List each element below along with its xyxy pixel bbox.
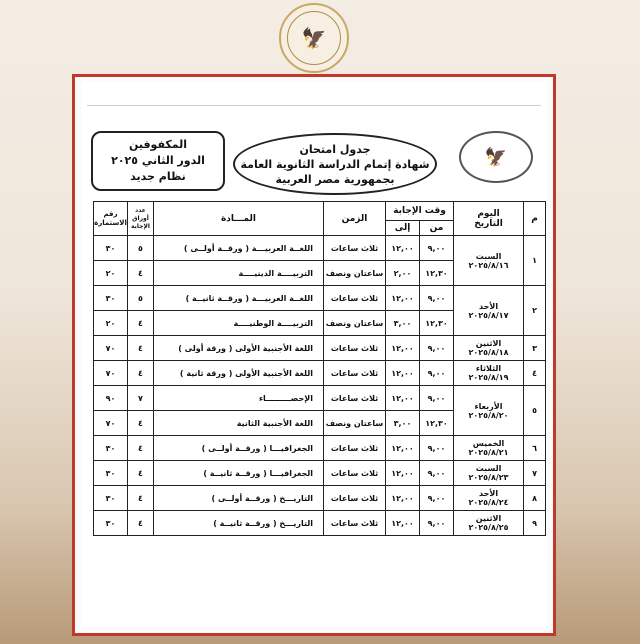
row-from: ١٢,٣٠: [420, 411, 454, 436]
title-line-2: شهادة إتمام الدراسة الثانوية العامة: [240, 157, 430, 171]
row-to: ١٢,٠٠: [386, 361, 420, 386]
row-form-no: ٧٠: [94, 361, 128, 386]
col-date: التاريخ: [474, 218, 503, 229]
row-num: ٦: [524, 436, 546, 461]
row-sheets: ٤: [128, 511, 154, 536]
exam-schedule-table: [93, 201, 546, 536]
row-subject: الإحصـــــــــاء: [154, 386, 324, 411]
row-to: ١٢,٠٠: [386, 461, 420, 486]
table-row: [94, 486, 546, 511]
col-subject: المـــادة: [154, 202, 324, 236]
row-duration: ثلاث ساعات: [324, 361, 386, 386]
row-day-date: [454, 336, 524, 361]
row-day-date: [454, 236, 524, 286]
row-duration: ثلاث ساعات: [324, 386, 386, 411]
row-subject: الجغرافيـــا ( ورقــة ثانيــة ): [154, 461, 324, 486]
header-divider: [87, 105, 541, 106]
row-sheets: ٤: [128, 261, 154, 286]
schedule-body: [94, 236, 546, 536]
row-sheets: ٤: [128, 436, 154, 461]
row-subject: التاريـــخ ( ورقــة ثانيــة ): [154, 511, 324, 536]
row-duration: ثلاث ساعات: [324, 461, 386, 486]
row-form-no: ٣٠: [94, 486, 128, 511]
row-date: ٢٠٢٥/٨/٢٤: [468, 498, 509, 507]
row-subject: التاريـــخ ( ورقــة أولــى ): [154, 486, 324, 511]
table-row: [94, 336, 546, 361]
table-row: [94, 436, 546, 461]
row-sheets: ٧: [128, 386, 154, 411]
row-num: ٩: [524, 511, 546, 536]
category-box: [91, 131, 225, 191]
row-day-date: [454, 436, 524, 461]
table-row: [94, 511, 546, 536]
row-form-no: ٣٠: [94, 436, 128, 461]
row-form-no: ٧٠: [94, 411, 128, 436]
row-day: الأحد: [478, 489, 499, 498]
col-form-no: رقم الاستمارة: [94, 202, 128, 236]
category-line-3: نظام جديد: [130, 170, 186, 183]
row-num: ٧: [524, 461, 546, 486]
row-duration: ساعتان ونصف: [324, 311, 386, 336]
row-to: ١٢,٠٠: [386, 286, 420, 311]
table-row: [94, 461, 546, 486]
col-day-date: [454, 202, 524, 236]
row-subject: اللغــة العربيـــة ( ورقــة ثانيــة ): [154, 286, 324, 311]
row-sheets: ٤: [128, 336, 154, 361]
row-subject: التربيــــة الدينيــــة: [154, 261, 324, 286]
row-from: ١٢,٣٠: [420, 261, 454, 286]
row-duration: ثلاث ساعات: [324, 436, 386, 461]
row-day: السبت: [475, 464, 502, 473]
row-day: الاثنين: [475, 514, 502, 523]
category-line-1: المكفوفين: [128, 138, 188, 151]
title-line-1: جدول امتحان: [299, 142, 371, 156]
row-to: ١٢,٠٠: [386, 436, 420, 461]
table-row: [94, 361, 546, 386]
row-from: ١٢,٣٠: [420, 311, 454, 336]
ministry-logo-icon: [279, 3, 349, 73]
row-from: ٩,٠٠: [420, 236, 454, 261]
row-form-no: ٩٠: [94, 386, 128, 411]
row-date: ٢٠٢٥/٨/١٨: [468, 348, 509, 357]
row-date: ٢٠٢٥/٨/١٦: [468, 260, 509, 270]
row-to: ٣,٠٠: [386, 311, 420, 336]
row-form-no: ٢٠: [94, 261, 128, 286]
row-from: ٩,٠٠: [420, 436, 454, 461]
row-sheets: ٥: [128, 236, 154, 261]
row-date: ٢٠٢٥/٨/٢٠: [468, 410, 509, 420]
row-from: ٩,٠٠: [420, 461, 454, 486]
row-to: ٣,٠٠: [386, 411, 420, 436]
table-row: [94, 286, 546, 311]
row-to: ١٢,٠٠: [386, 386, 420, 411]
row-from: ٩,٠٠: [420, 386, 454, 411]
row-form-no: ٢٠: [94, 311, 128, 336]
row-to: ٢,٠٠: [386, 261, 420, 286]
row-day: الأحد: [478, 301, 499, 311]
row-date: ٢٠٢٥/٨/١٩: [468, 373, 509, 382]
category-line-2: الدور الثاني ٢٠٢٥: [111, 154, 205, 167]
row-duration: ثلاث ساعات: [324, 236, 386, 261]
row-day: الخميس: [472, 439, 505, 448]
eagle-emblem-icon: 🦅: [287, 11, 341, 65]
row-form-no: ٣٠: [94, 286, 128, 311]
row-date: ٢٠٢٥/٨/٢١: [468, 448, 509, 457]
row-date: ٢٠٢٥/٨/١٧: [468, 310, 509, 320]
row-from: ٩,٠٠: [420, 336, 454, 361]
col-num: م: [524, 202, 546, 236]
row-num: ٢: [524, 286, 546, 336]
row-from: ٩,٠٠: [420, 486, 454, 511]
document-paper: [81, 81, 547, 627]
row-date: ٢٠٢٥/٨/٢٣: [468, 473, 509, 482]
col-sheets: عدد أوراق الإجابة: [128, 202, 154, 236]
row-to: ١٢,٠٠: [386, 236, 420, 261]
row-duration: ساعتان ونصف: [324, 411, 386, 436]
row-sheets: ٤: [128, 486, 154, 511]
row-num: ٨: [524, 486, 546, 511]
row-num: ٥: [524, 386, 546, 436]
row-date: ٢٠٢٥/٨/٢٥: [468, 523, 509, 532]
row-num: ٣: [524, 336, 546, 361]
row-subject: اللغة الأجنبية الثانية: [154, 411, 324, 436]
row-day: السبت: [475, 251, 502, 261]
row-form-no: ٣٠: [94, 236, 128, 261]
table-row: [94, 386, 546, 411]
row-form-no: ٧٠: [94, 336, 128, 361]
row-num: ١: [524, 236, 546, 286]
row-duration: ثلاث ساعات: [324, 486, 386, 511]
row-day: الأربعاء: [474, 401, 503, 411]
row-day-date: [454, 361, 524, 386]
exam-title-box: [233, 133, 437, 195]
row-sheets: ٤: [128, 411, 154, 436]
row-from: ٩,٠٠: [420, 286, 454, 311]
row-sheets: ٤: [128, 361, 154, 386]
row-duration: ثلاث ساعات: [324, 511, 386, 536]
col-to: إلى: [386, 221, 420, 236]
row-subject: اللغة الأجنبية الأولى ( ورقة ثانية ): [154, 361, 324, 386]
row-to: ١٢,٠٠: [386, 511, 420, 536]
col-from: من: [420, 221, 454, 236]
table-row: [94, 236, 546, 261]
document-frame: [72, 74, 556, 636]
row-duration: ثلاث ساعات: [324, 286, 386, 311]
row-subject: اللغــة العربيـــة ( ورقــة أولــى ): [154, 236, 324, 261]
row-day-date: [454, 486, 524, 511]
col-answer-time: وقت الإجابة: [386, 202, 454, 221]
row-to: ١٢,٠٠: [386, 486, 420, 511]
row-day-date: [454, 286, 524, 336]
row-subject: الجغرافيـــا ( ورقــة أولــى ): [154, 436, 324, 461]
row-sheets: ٤: [128, 461, 154, 486]
title-line-3: بجمهورية مصر العربية: [275, 172, 395, 186]
row-day-date: [454, 511, 524, 536]
col-day: اليوم: [477, 208, 500, 219]
col-duration: الزمن: [324, 202, 386, 236]
row-from: ٩,٠٠: [420, 511, 454, 536]
row-to: ١٢,٠٠: [386, 336, 420, 361]
row-form-no: ٣٠: [94, 511, 128, 536]
row-day: الثلاثاء: [475, 364, 502, 373]
row-subject: التربيــــة الوطنيــــة: [154, 311, 324, 336]
row-duration: ثلاث ساعات: [324, 336, 386, 361]
row-subject: اللغة الأجنبية الأولى ( ورقة أولى ): [154, 336, 324, 361]
row-sheets: ٤: [128, 311, 154, 336]
row-num: ٤: [524, 361, 546, 386]
ministry-seal-icon: 🦅: [459, 131, 533, 183]
row-duration: ساعتان ونصف: [324, 261, 386, 286]
row-day-date: [454, 386, 524, 436]
row-day: الاثنين: [475, 339, 502, 348]
row-sheets: ٥: [128, 286, 154, 311]
row-day-date: [454, 461, 524, 486]
row-form-no: ٣٠: [94, 461, 128, 486]
row-from: ٩,٠٠: [420, 361, 454, 386]
